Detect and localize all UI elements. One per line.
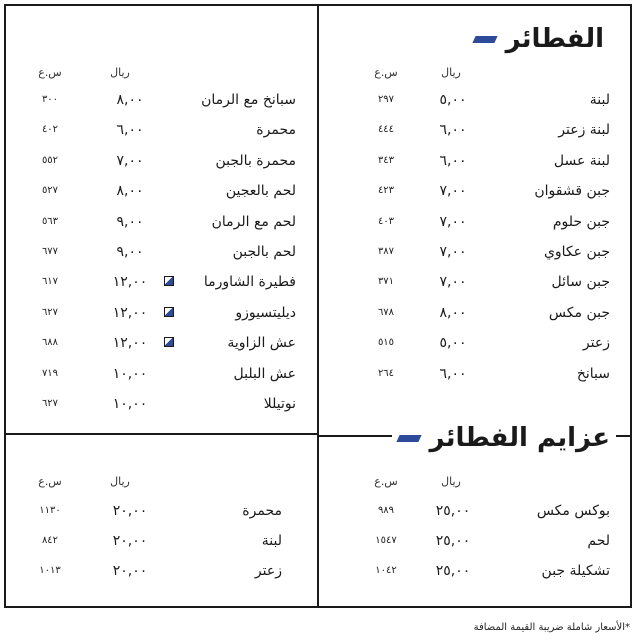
menu-item-row bbox=[330, 499, 610, 523]
menu-item-row bbox=[330, 270, 610, 294]
item-calories: ٥٢٧ bbox=[41, 185, 59, 197]
item-price: ٢٥,٠٠ bbox=[435, 533, 471, 549]
fatayer-heading bbox=[468, 22, 610, 56]
item-price: ٩,٠٠ bbox=[116, 244, 144, 260]
item-price: ١٢,٠٠ bbox=[112, 274, 148, 291]
item-name: محمرة بالجبن bbox=[215, 152, 296, 169]
item-price: ٢٠,٠٠ bbox=[112, 533, 148, 549]
item-calories: ٦٧٨ bbox=[377, 306, 395, 318]
item-price: ٦,٠٠ bbox=[439, 122, 467, 139]
item-price: ٧,٠٠ bbox=[116, 152, 144, 169]
menu-item-row bbox=[14, 559, 282, 583]
heading-accent-icon bbox=[396, 435, 421, 442]
item-name: لحم بالجبن bbox=[232, 244, 296, 260]
item-name: لحم بالعجين bbox=[225, 183, 296, 200]
item-calories: ٤٤٤ bbox=[377, 124, 395, 136]
item-calories: ٤٢٣ bbox=[377, 185, 395, 197]
item-name: جبن حلوم bbox=[552, 213, 610, 230]
menu-item-row bbox=[330, 240, 610, 264]
item-price: ٢٥,٠٠ bbox=[435, 563, 471, 579]
item-name: تشكيلة جبن bbox=[541, 563, 610, 579]
item-name: لبنة زعتر bbox=[558, 122, 610, 139]
menu-item-row bbox=[330, 529, 610, 553]
item-name: فطيرة الشاورما bbox=[203, 274, 296, 291]
item-name: زعتر bbox=[254, 563, 282, 579]
menu-item-row bbox=[14, 331, 296, 355]
azayem-right-price-header: ريال bbox=[441, 475, 461, 488]
item-price: ٥,٠٠ bbox=[439, 92, 467, 108]
menu-item-row bbox=[14, 362, 296, 386]
item-price: ٨,٠٠ bbox=[116, 183, 144, 200]
item-price: ٩,٠٠ bbox=[116, 213, 144, 230]
item-name: نوتيللا bbox=[263, 396, 296, 412]
item-price: ٨,٠٠ bbox=[116, 92, 144, 108]
menu-item-row bbox=[14, 499, 282, 523]
item-price: ٦,٠٠ bbox=[116, 122, 144, 139]
item-price: ١٢,٠٠ bbox=[112, 335, 148, 352]
item-price: ٧,٠٠ bbox=[439, 183, 467, 200]
menu-item-row bbox=[14, 301, 296, 325]
menu-item-row bbox=[14, 149, 296, 173]
item-price: ٨,٠٠ bbox=[439, 304, 467, 321]
item-calories: ٦٧٧ bbox=[41, 246, 59, 257]
menu-item-row bbox=[14, 210, 296, 234]
fatayer-left-price-header: ريال bbox=[110, 66, 130, 79]
item-price: ١٠,٠٠ bbox=[112, 396, 148, 412]
item-name: جبن عكاوي bbox=[543, 244, 610, 260]
menu-item-row bbox=[330, 210, 610, 234]
item-price: ٢٠,٠٠ bbox=[112, 503, 148, 519]
item-calories: ٥١٥ bbox=[377, 337, 395, 349]
item-name: جبن سائل bbox=[551, 274, 610, 291]
menu-item-row bbox=[330, 179, 610, 203]
item-calories: ٣٧١ bbox=[377, 276, 395, 288]
item-price: ٦,٠٠ bbox=[439, 365, 467, 382]
item-name: لبنة عسل bbox=[553, 152, 610, 169]
item-price: ٧,٠٠ bbox=[439, 213, 467, 230]
fatayer-right-cal-header: س.ع bbox=[374, 66, 398, 79]
menu-item-row bbox=[14, 392, 296, 416]
item-name: جبن قشقوان bbox=[534, 183, 610, 200]
item-name: محمرة bbox=[242, 503, 282, 519]
item-calories: ٦٨٨ bbox=[41, 337, 59, 349]
item-calories: ٧١٩ bbox=[41, 367, 59, 379]
item-calories: ٤٠٢ bbox=[41, 124, 59, 136]
item-name: محمرة bbox=[256, 122, 296, 139]
vat-footnote: *الأسعار شاملة ضريبة القيمة المضافة bbox=[473, 622, 630, 633]
menu-item-row bbox=[330, 149, 610, 173]
azayem-left-cal-header: س.ع bbox=[38, 475, 62, 488]
azayem-title: عزايم الفطائر bbox=[429, 423, 610, 453]
menu-item-row bbox=[14, 118, 296, 142]
item-price: ٧,٠٠ bbox=[439, 274, 467, 291]
item-calories: ٣٠٠ bbox=[41, 94, 59, 105]
item-price: ٥,٠٠ bbox=[439, 335, 467, 352]
item-calories: ١١٣٠ bbox=[39, 505, 61, 516]
item-calories: ٢٩٧ bbox=[377, 94, 395, 105]
menu-item-row bbox=[14, 88, 296, 112]
menu-item-row bbox=[330, 559, 610, 583]
item-name: عش الزاوية bbox=[227, 335, 296, 352]
azayem-right-cal-header: س.ع bbox=[374, 475, 398, 488]
item-price: ١٠,٠٠ bbox=[112, 365, 148, 382]
menu-item-row bbox=[14, 270, 296, 294]
heading-accent-icon bbox=[472, 36, 497, 43]
menu-item-row bbox=[330, 331, 610, 355]
item-name: ديليتسيوزو bbox=[235, 304, 296, 321]
item-name: زعتر bbox=[582, 335, 610, 352]
item-name: لحم bbox=[587, 533, 610, 549]
special-item-icon bbox=[164, 307, 174, 317]
fatayer-left-cal-header: س.ع bbox=[38, 66, 62, 79]
section-divider-left bbox=[4, 433, 319, 435]
menu-item-row bbox=[330, 88, 610, 112]
item-price: ١٢,٠٠ bbox=[112, 304, 148, 321]
item-calories: ٦١٧ bbox=[41, 276, 59, 288]
item-name: سبانخ مع الرمان bbox=[201, 92, 296, 108]
item-calories: ٣٨٧ bbox=[377, 246, 395, 257]
menu-item-row bbox=[14, 240, 296, 264]
item-name: لبنة bbox=[589, 92, 610, 108]
item-price: ٧,٠٠ bbox=[439, 244, 467, 260]
item-calories: ٩٨٩ bbox=[377, 505, 395, 516]
menu-item-row bbox=[14, 179, 296, 203]
fatayer-title: الفطائر bbox=[505, 24, 604, 54]
item-price: ٢٠,٠٠ bbox=[112, 563, 148, 579]
item-calories: ٥٦٣ bbox=[41, 215, 59, 227]
item-name: بوكس مكس bbox=[536, 503, 610, 519]
item-price: ٢٥,٠٠ bbox=[435, 503, 471, 519]
fatayer-right-price-header: ريال bbox=[441, 66, 461, 79]
item-name: لبنة bbox=[261, 533, 282, 549]
item-name: لحم مع الرمان bbox=[211, 213, 296, 230]
item-calories: ٣٤٣ bbox=[377, 154, 395, 166]
azayem-heading bbox=[392, 421, 616, 455]
menu-item-row bbox=[330, 301, 610, 325]
item-price: ٦,٠٠ bbox=[439, 152, 467, 169]
item-calories: ١٠٤٢ bbox=[375, 565, 397, 576]
item-calories: ١٥٤٧ bbox=[375, 535, 397, 546]
item-calories: ١٠١٣ bbox=[39, 565, 61, 576]
special-item-icon bbox=[164, 337, 174, 347]
item-name: سبانخ bbox=[576, 365, 610, 382]
special-item-icon bbox=[164, 276, 174, 286]
item-calories: ٤٠٣ bbox=[377, 215, 395, 227]
menu-item-row bbox=[330, 118, 610, 142]
menu-item-row bbox=[14, 529, 282, 553]
azayem-left-price-header: ريال bbox=[110, 475, 130, 488]
item-calories: ٢٦٤ bbox=[377, 367, 395, 379]
item-calories: ٥٥٢ bbox=[41, 154, 59, 166]
column-divider bbox=[317, 4, 319, 608]
menu-item-row bbox=[330, 362, 610, 386]
item-calories: ٦٢٧ bbox=[41, 398, 59, 409]
item-name: عش البلبل bbox=[233, 365, 296, 382]
item-calories: ٦٢٧ bbox=[41, 306, 59, 318]
item-name: جبن مكس bbox=[548, 304, 610, 321]
item-calories: ٨٤٢ bbox=[41, 535, 59, 546]
